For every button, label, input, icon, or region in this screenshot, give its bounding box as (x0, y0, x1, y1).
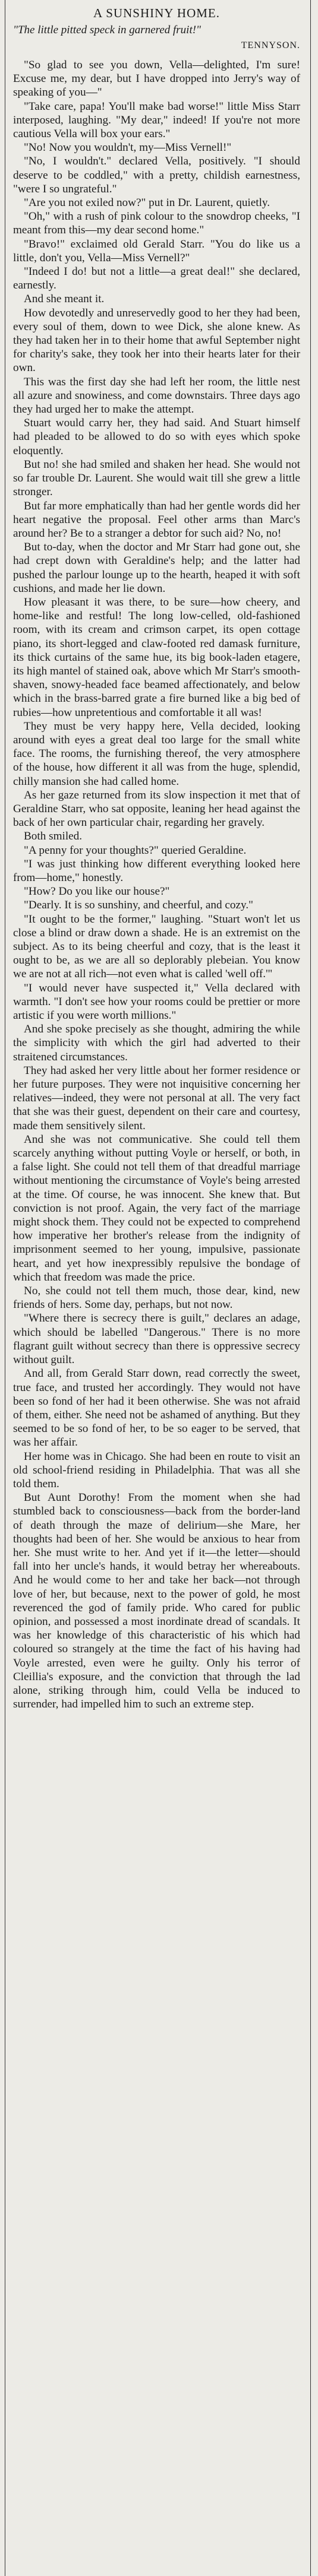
epigraph: "The little pitted speck in garnered fruit!" (13, 24, 201, 36)
article-paragraph: How devotedly and unreservedly good to her they had been, every soul of them, down to wee Dick, she alone knew. As they had taken her in to their home that awful September night for charity's sake, they took her into their hearts later for their own. (13, 306, 300, 375)
article-paragraph: "I would never have suspected it," Vella declared with warmth. "I don't see how your rooms could be prettier or more artistic if you were worth millions." (13, 981, 300, 1022)
article-paragraph: No, she could not tell them much, those dear, kind, new friends of hers. Some day, perhaps, but not now. (13, 1285, 300, 1311)
article-paragraph: And she was not communicative. She could tell them scarcely anything without putting Voyle or herself, or both, in a false light. She could not tell them of that dreadful marriage without mentioning the circumstance of Voyle's being arrested at the time. Of course, he was innocent. She knew that. But conviction is not proof. Again, the very fact of the marriage might shock them. They could not be expected to comprehend how imperative her brother's release from the indignity of imprisonment seemed to her young, impulsive, passionate heart, and yet how inexpressibly repulsive the bondage of which that freedom was made the price. (13, 1133, 300, 1284)
column-rule-right (310, 0, 311, 2576)
article-paragraph: "Dearly. It is so sunshiny, and cheerful, and cozy." (24, 899, 253, 912)
article-paragraph: As her gaze returned from its slow inspection it met that of Geraldine Starr, who sat opposite, leaning her head against the back of her own particular chair, regarding her gravely. (13, 788, 300, 829)
article-paragraph: And she spoke precisely as she thought, admiring the while the simplicity with which the girl had adverted to their straitened circumstances. (13, 1023, 300, 1063)
article-paragraph: "Indeed I do! but not a little—a great deal!" she declared, earnestly. (13, 265, 300, 292)
article-paragraph: "Oh," with a rush of pink colour to the snowdrop cheeks, "I meant from this—my dear second home." (13, 210, 300, 237)
article-paragraph: This was the first day she had left her room, the little nest all azure and snowiness, and come downstairs. Three days ago they had urged her to make the attempt. (13, 375, 300, 416)
article-paragraph: "Take care, papa! You'll make bad worse!" little Miss Starr interposed, laughing. "My dear," indeed! If you're not more cautious Vella will box your ears." (13, 100, 300, 141)
article-paragraph: Her home was in Chicago. She had been en route to visit an old school-friend residing in Philadelphia. That was all she told them. (13, 1450, 300, 1490)
article-title: A SUNSHINY HOME. (93, 6, 220, 20)
article-paragraph: "How? Do you like our house?" (24, 885, 170, 898)
article-paragraph: And all, from Gerald Starr down, read correctly the sweet, true face, and trusted her accordingly. They would not have been so fond of her had it been otherwise. She was not afraid of them, either. She need not be ashamed of anything. But they seemed to be so fond of her, to be so eager to be served, that was her affair. (13, 1367, 300, 1449)
article-paragraph: "So glad to see you down, Vella—delighted, I'm sure! Excuse me, my dear, but I have dropped into Jerry's way of speaking of you—" (13, 59, 300, 99)
article-paragraph: And she meant it. (24, 293, 105, 306)
article-paragraph: They must be very happy here, Vella decided, looking around with eyes a great deal too large for the small white face. The rooms, the furnishing thereof, the very atmosphere of the house, how different it all was from the huge, splendid, chilly mansion she had called home. (13, 720, 300, 788)
article-paragraph: "Where there is secrecy there is guilt," declares an adage, which should be labelled "Dangerous." There is no more flagrant guilt without secrecy than there is oppressive secrecy without guilt. (13, 1312, 300, 1367)
article-paragraph: But no! she had smiled and shaken her head. She would not so far trouble Dr. Laurent. She would wait till she grew a little stronger. (13, 458, 300, 499)
article-paragraph: Stuart would carry her, they had said. And Stuart himself had pleaded to be allowed to do so with eyes which spoke eloquently. (13, 417, 300, 457)
article-paragraph: They had asked her very little about her former residence or her future purposes. They were not inquisitive concerning her relatives—indeed, they were not personal at all. The very fact that she was their guest, dependent on their care and courtesy, made them sensitively silent. (13, 1064, 300, 1132)
article-body (13, 58, 300, 1711)
article-paragraph: "Bravo!" exclaimed old Gerald Starr. "You do like us a little, don't you, Vella—Miss Vernell?" (13, 237, 300, 264)
article-paragraph: But Aunt Dorothy! From the moment when she had stumbled back to consciousness—back from the border-land of death through the maze of delirium—she Mare, her thoughts had been of her. She would be anxious to hear from her. She must write to her. And yet if it—the letter—should fall into her uncle's hands, it would betray her whereabouts. And he would come to her and take her back—not through love of her, but because, next to the power of gold, he most reverenced the god of family pride. Who cared for public opinion, and possessed a most inordinate dread of scandals. It was her knowledge of this characteristic of his which had coloured so strangely at the time the fact of his having had Voyle arrested, even were he guilty. Only his terror of Cleillia's exposure, and the conviction that through the lad alone, striking through him, could Vella be induced to surrender, had impelled him to such an extreme step. (13, 1491, 300, 1711)
epigraph-source: TENNYSON. (241, 40, 300, 50)
article-paragraph: But far more emphatically than had her gentle words did her heart negative the proposal. Feel other arms than Marc's around her? Be to a stranger a debtor for such aid? No, no! (13, 499, 300, 540)
article-paragraph: But to-day, when the doctor and Mr Starr had gone out, she had crept down with Geraldine's help; and the latter had pushed the parlour lounge up to the hearth, heaped it with soft cushions, and made her lie down. (13, 541, 300, 595)
article-paragraph: "Are you not exiled now?" put in Dr. Laurent, quietly. (24, 197, 270, 210)
article-paragraph: "It ought to be the former," laughing. "Stuart won't let us close a blind or draw down a shade. He is an extremist on the subject. As to its being cheerful and cozy, that is the least it ought to be, as we are all so deplorably plebeian. You know we are not at all rich—not even what is called 'well off.'" (13, 912, 300, 981)
article-paragraph: How pleasant it was there, to be sure—how cheery, and home-like and restful! The long low-celled, old-fashioned room, with its cream and crimson carpet, its open cottage piano, its short-legged and claw-footed red damask furniture, its thick curtains of the same hue, its big book-laden etagere, its high mantel of stained oak, above which Mr Starr's smooth-shaven, snowy-headed face beamed affectionately, and below which in the brass-barred grate a fire burned like a big bed of rubies—how unpretentious and comfortable it all was! (13, 595, 300, 719)
article-paragraph: "I was just thinking how different everything looked here from—home," honestly. (13, 857, 300, 884)
article-paragraph: "No! Now you wouldn't, my—Miss Vernell!" (24, 141, 232, 154)
article-paragraph: "No, I wouldn't." declared Vella, positively. "I should deserve to be coddled," with a pretty, childish earnestness, "were I so ungrateful." (13, 155, 300, 195)
article-paragraph: Both smiled. (24, 830, 83, 843)
article-paragraph: "A penny for your thoughts?" queried Geraldine. (24, 844, 247, 857)
